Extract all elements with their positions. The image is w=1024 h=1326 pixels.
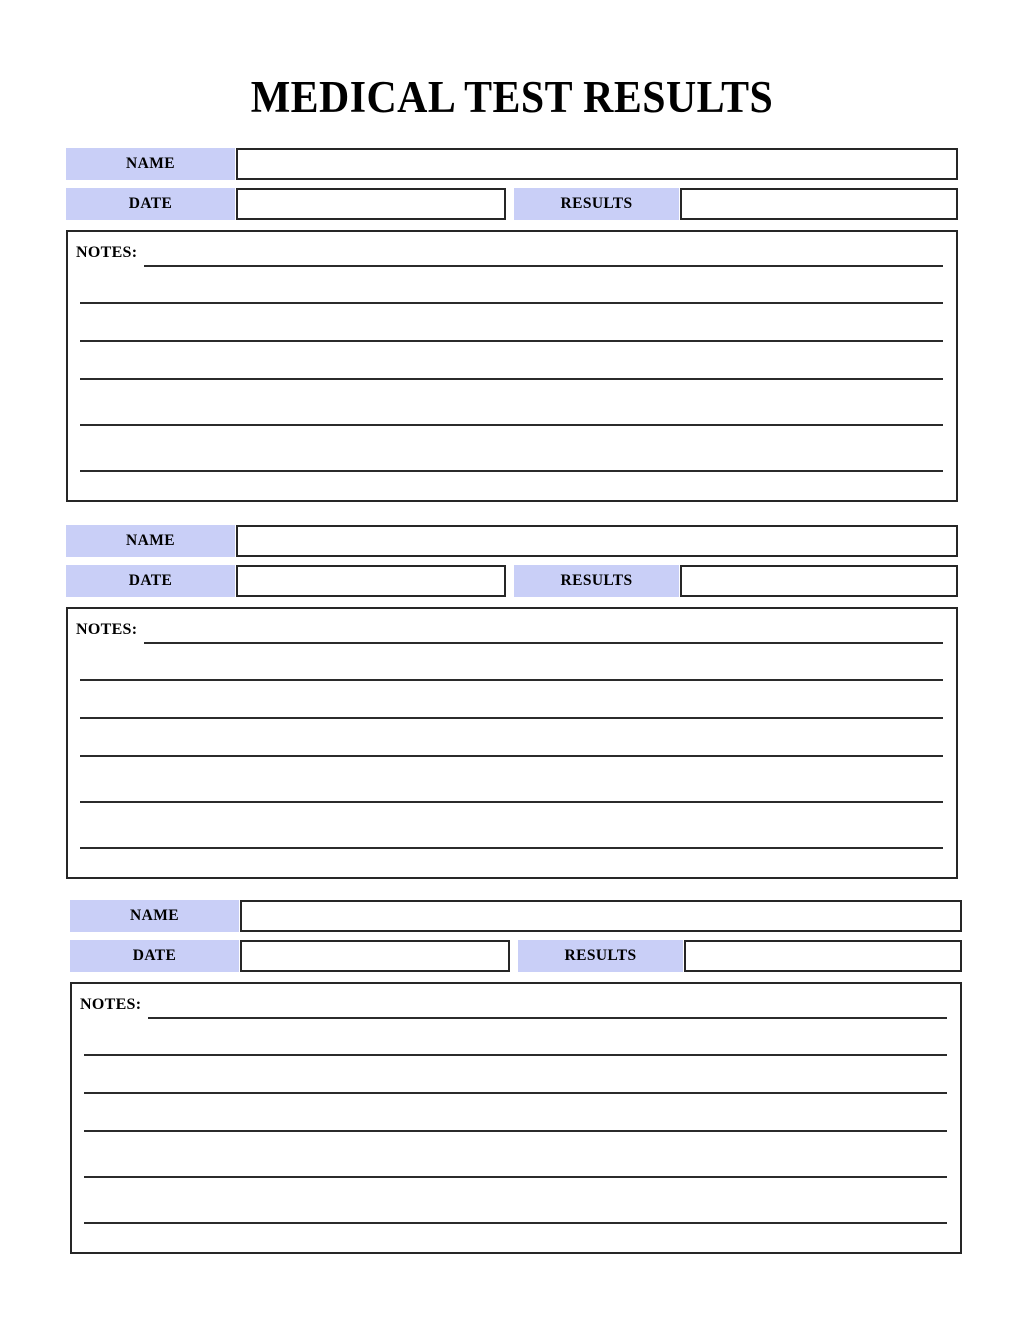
notes-rule-line (84, 1176, 947, 1178)
name-row (70, 900, 962, 932)
name-label: NAME (66, 148, 235, 180)
notes-rule-line (80, 340, 943, 342)
notes-box[interactable] (66, 607, 958, 879)
notes-box[interactable] (70, 982, 962, 1254)
notes-label: NOTES: (76, 244, 138, 261)
date-label: DATE (70, 940, 239, 972)
record-block-2 (66, 525, 958, 879)
notes-rule-line (80, 847, 943, 849)
results-label: RESULTS (514, 188, 679, 220)
record-block-1 (66, 148, 958, 502)
results-input[interactable] (684, 940, 962, 972)
name-row (66, 525, 958, 557)
notes-rule-line (84, 1054, 947, 1056)
date-input[interactable] (240, 940, 510, 972)
notes-rule-line (148, 1017, 947, 1019)
name-input[interactable] (236, 525, 958, 557)
date-results-row (70, 940, 962, 972)
notes-rule-line (80, 801, 943, 803)
notes-rule-line (80, 717, 943, 719)
name-input[interactable] (240, 900, 962, 932)
results-input[interactable] (680, 188, 958, 220)
notes-rule-line (80, 378, 943, 380)
notes-rule-line (80, 302, 943, 304)
notes-rule-line (144, 265, 943, 267)
name-row (66, 148, 958, 180)
name-label: NAME (70, 900, 239, 932)
date-label: DATE (66, 565, 235, 597)
date-label: DATE (66, 188, 235, 220)
name-input[interactable] (236, 148, 958, 180)
date-results-row (66, 565, 958, 597)
notes-label: NOTES: (76, 621, 138, 638)
notes-rule-line (80, 755, 943, 757)
notes-rule-line (80, 470, 943, 472)
results-label: RESULTS (514, 565, 679, 597)
notes-rule-line (84, 1130, 947, 1132)
date-input[interactable] (236, 188, 506, 220)
date-input[interactable] (236, 565, 506, 597)
date-results-row (66, 188, 958, 220)
page-title: MEDICAL TEST RESULTS (250, 72, 774, 122)
results-input[interactable] (680, 565, 958, 597)
notes-rule-line (80, 424, 943, 426)
record-block-3 (70, 900, 962, 1254)
notes-rule-line (84, 1222, 947, 1224)
notes-rule-line (84, 1092, 947, 1094)
notes-rule-line (80, 679, 943, 681)
name-label: NAME (66, 525, 235, 557)
notes-label: NOTES: (80, 996, 142, 1013)
notes-box[interactable] (66, 230, 958, 502)
results-label: RESULTS (518, 940, 683, 972)
notes-rule-line (144, 642, 943, 644)
